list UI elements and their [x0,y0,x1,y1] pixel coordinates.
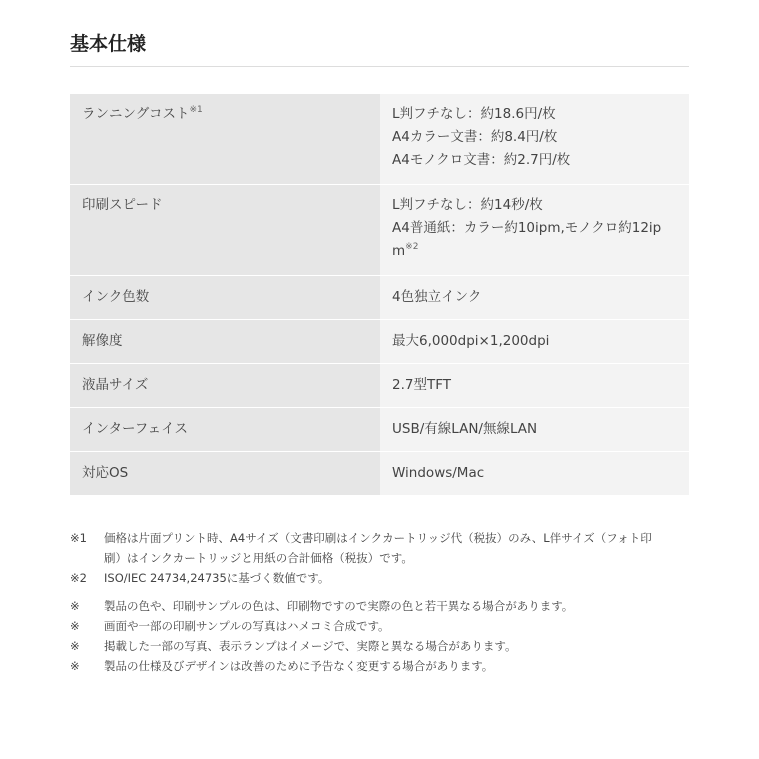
spec-label: ランニングコスト$^{※1}$ [70,94,380,185]
note-item [70,596,689,616]
note-item [70,636,689,656]
spec-value: 2.7型TFT [380,364,689,408]
footnote-1 [70,528,689,568]
spec-value: 最大6,000dpi×1,200dpi [380,320,689,364]
spec-value [380,94,689,185]
footnote-text: ISO/IEC 24734,24735に基づく数値です。 [104,571,330,585]
footnote-ref: ※2 [405,242,419,252]
note-text: 製品の色や、印刷サンプルの色は、印刷物ですので実際の色と若干異なる場合があります。 [104,599,574,613]
note-mark: ※ [70,659,80,673]
spec-value [380,185,689,276]
spec-value-line: A4モノクロ文書：約2.7円/枚 [392,152,571,168]
spec-label: インターフェイス [70,408,380,452]
spec-value-line: L判フチなし：約14秒/枚 [392,197,543,213]
spec-label: インク色数 [70,276,380,320]
note-mark: ※ [70,639,80,653]
spec-value-line: L判フチなし：約18.6円/枚 [392,106,556,122]
spec-row-supported-os [70,452,689,496]
note-item [70,656,689,676]
footnotes [70,528,689,676]
spec-value: USB/有線LAN/無線LAN [380,408,689,452]
footnote-ref: ※1 [189,105,203,115]
footnote-mark: ※2 [70,571,87,585]
spec-row-print-speed [70,185,689,276]
note-text: 画面や一部の印刷サンプルの写真はハメコミ合成です。 [104,619,390,633]
spec-value-line: A4普通紙：カラー約10ipm,モノクロ約12ip [392,220,662,236]
spec-value: Windows/Mac [380,452,689,496]
title-divider [70,66,689,67]
spec-label: 対応OS [70,452,380,496]
spec-row-lcd-size [70,364,689,408]
section-title: 基本仕様 [70,33,147,55]
note-text: 製品の仕様及びデザインは改善のために予告なく変更する場合があります。 [104,659,494,673]
note-item [70,616,689,636]
footnote-2 [70,568,689,588]
spec-row-interface [70,408,689,452]
spec-label: 印刷スピード [70,185,380,276]
spec-value-line: $m^{※2}$ [392,242,419,259]
spec-row-ink-colors [70,276,689,320]
note-mark: ※ [70,619,80,633]
spec-label: 液晶サイズ [70,364,380,408]
footnote-mark: ※1 [70,531,87,545]
spec-table [70,94,689,495]
spec-value-line: A4カラー文書：約8.4円/枚 [392,129,558,145]
spec-row-running-cost [70,94,689,185]
spec-value: 4色独立インク [380,276,689,320]
spec-label: 解像度 [70,320,380,364]
note-text: 掲載した一部の写真、表示ランプはイメージで、実際と異なる場合があります。 [104,639,517,653]
note-mark: ※ [70,599,80,613]
spec-row-resolution [70,320,689,364]
footnote-text: 価格は片面プリント時、A4サイズ（文書印刷はインクカートリッジ代（税抜）のみ、L伴サイズ（フォト印 刷）はインクカートリッジと用紙の合計価格（税抜）です。 [104,531,652,565]
